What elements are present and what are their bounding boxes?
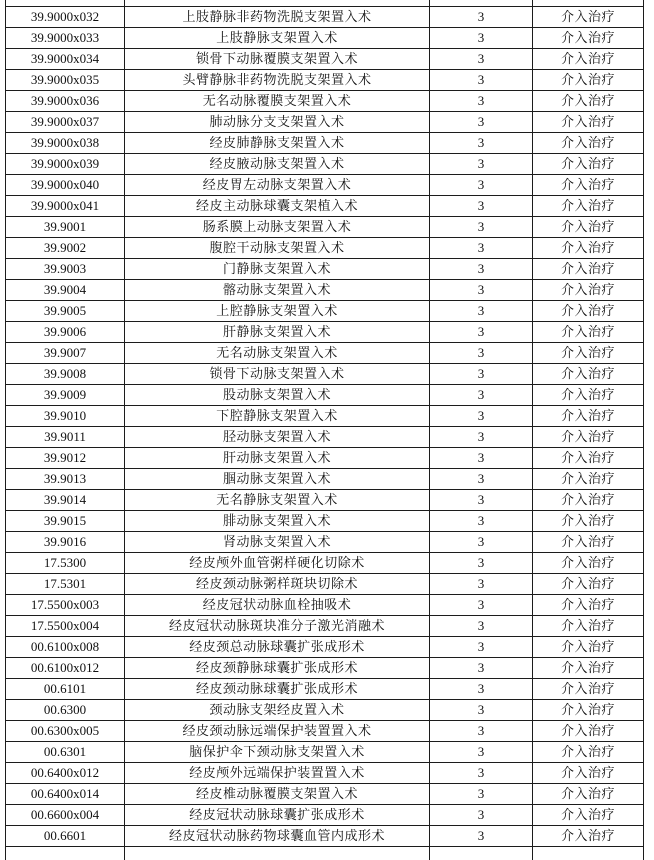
cell-name: 腹腔干动脉支架置入术 [125, 238, 430, 259]
table-row [6, 322, 644, 343]
table-row [6, 133, 644, 154]
cell-name: 上腔静脉支架置入术 [125, 301, 430, 322]
table-row [6, 574, 644, 595]
cell-category: 介入治疗 [533, 238, 644, 259]
table-row [6, 658, 644, 679]
cell-name: 经皮颈动脉粥样斑块切除术 [125, 574, 430, 595]
cell-code: 39.9000x041 [6, 196, 125, 217]
table-row [6, 28, 644, 49]
table-row [6, 700, 644, 721]
cell-code: 00.6100x012 [6, 658, 125, 679]
cell-level: 3 [430, 700, 533, 721]
cell-name: 经皮颈动脉球囊扩张成形术 [125, 679, 430, 700]
table-row [6, 448, 644, 469]
cell-code: 39.9001 [6, 217, 125, 238]
cell-name: 肝静脉支架置入术 [125, 322, 430, 343]
procedure-table-body [6, 0, 644, 860]
cell-level: 3 [430, 490, 533, 511]
cell-name: 经皮颈动脉远端保护装置置入术 [125, 721, 430, 742]
table-row [6, 7, 644, 28]
cell-name: 肺动脉分支支架置入术 [125, 112, 430, 133]
cell-level: 3 [430, 721, 533, 742]
cell-category: 介入治疗 [533, 217, 644, 238]
cell-name: 髂动脉支架置入术 [125, 280, 430, 301]
cell-code: 00.6300x005 [6, 721, 125, 742]
cell-level: 3 [430, 595, 533, 616]
cell-category: 介入治疗 [533, 742, 644, 763]
table-row [6, 280, 644, 301]
cutoff-cell [533, 847, 644, 860]
cell-code: 39.9013 [6, 469, 125, 490]
cell-level: 3 [430, 553, 533, 574]
cell-code: 00.6101 [6, 679, 125, 700]
table-row [6, 49, 644, 70]
cell-code: 39.9000x032 [6, 7, 125, 28]
cell-code: 00.6300 [6, 700, 125, 721]
cell-level: 3 [430, 385, 533, 406]
cell-category: 介入治疗 [533, 826, 644, 847]
cell-level: 3 [430, 532, 533, 553]
cell-category: 介入治疗 [533, 637, 644, 658]
cell-level: 3 [430, 406, 533, 427]
cell-category: 介入治疗 [533, 343, 644, 364]
cell-code: 39.9015 [6, 511, 125, 532]
table-row [6, 175, 644, 196]
table-row [6, 826, 644, 847]
cell-category: 介入治疗 [533, 784, 644, 805]
cell-level: 3 [430, 49, 533, 70]
cell-name: 腘动脉支架置入术 [125, 469, 430, 490]
cell-level: 3 [430, 427, 533, 448]
cell-code: 00.6100x008 [6, 637, 125, 658]
cell-category: 介入治疗 [533, 595, 644, 616]
cell-level: 3 [430, 196, 533, 217]
cell-level: 3 [430, 154, 533, 175]
cell-category: 介入治疗 [533, 364, 644, 385]
cell-name: 胫动脉支架置入术 [125, 427, 430, 448]
cell-level: 3 [430, 742, 533, 763]
table-row [6, 364, 644, 385]
cell-category: 介入治疗 [533, 49, 644, 70]
cell-category: 介入治疗 [533, 154, 644, 175]
cell-category: 介入治疗 [533, 721, 644, 742]
cell-name: 经皮胃左动脉支架置入术 [125, 175, 430, 196]
cell-code: 17.5301 [6, 574, 125, 595]
cutoff-row-bottom [6, 847, 644, 860]
table-row [6, 763, 644, 784]
cutoff-cell [430, 847, 533, 860]
cell-category: 介入治疗 [533, 112, 644, 133]
cell-code: 17.5300 [6, 553, 125, 574]
cell-level: 3 [430, 826, 533, 847]
cell-code: 39.9000x036 [6, 91, 125, 112]
cell-category: 介入治疗 [533, 511, 644, 532]
cell-category: 介入治疗 [533, 553, 644, 574]
cell-category: 介入治疗 [533, 7, 644, 28]
table-row [6, 595, 644, 616]
cell-category: 介入治疗 [533, 322, 644, 343]
table-row [6, 721, 644, 742]
table-row [6, 784, 644, 805]
table-row [6, 637, 644, 658]
cell-category: 介入治疗 [533, 28, 644, 49]
cell-code: 00.6601 [6, 826, 125, 847]
cell-name: 下腔静脉支架置入术 [125, 406, 430, 427]
cell-code: 17.5500x004 [6, 616, 125, 637]
cell-category: 介入治疗 [533, 406, 644, 427]
cell-code: 39.9008 [6, 364, 125, 385]
cell-code: 39.9002 [6, 238, 125, 259]
cell-name: 脑保护伞下颈动脉支架置入术 [125, 742, 430, 763]
procedure-table [5, 0, 644, 860]
cell-level: 3 [430, 763, 533, 784]
table-row [6, 385, 644, 406]
cell-category: 介入治疗 [533, 805, 644, 826]
cell-category: 介入治疗 [533, 385, 644, 406]
cell-category: 介入治疗 [533, 133, 644, 154]
cell-level: 3 [430, 217, 533, 238]
cell-category: 介入治疗 [533, 679, 644, 700]
cell-name: 经皮颈静脉球囊扩张成形术 [125, 658, 430, 679]
cell-level: 3 [430, 343, 533, 364]
cell-category: 介入治疗 [533, 175, 644, 196]
cell-category: 介入治疗 [533, 427, 644, 448]
cell-level: 3 [430, 28, 533, 49]
cell-code: 00.6600x004 [6, 805, 125, 826]
table-row [6, 742, 644, 763]
cell-category: 介入治疗 [533, 469, 644, 490]
cell-name: 门静脉支架置入术 [125, 259, 430, 280]
table-row [6, 679, 644, 700]
cell-name: 头臂静脉非药物洗脱支架置入术 [125, 70, 430, 91]
table-row [6, 490, 644, 511]
cell-name: 无名动脉支架置入术 [125, 343, 430, 364]
cell-category: 介入治疗 [533, 91, 644, 112]
cell-name: 经皮冠状动脉球囊扩张成形术 [125, 805, 430, 826]
cell-name: 无名静脉支架置入术 [125, 490, 430, 511]
cell-code: 39.9012 [6, 448, 125, 469]
table-row [6, 196, 644, 217]
cell-code: 39.9004 [6, 280, 125, 301]
cell-name: 上肢静脉支架置入术 [125, 28, 430, 49]
cell-level: 3 [430, 133, 533, 154]
cell-level: 3 [430, 616, 533, 637]
cell-name: 经皮冠状动脉斑块准分子激光消融术 [125, 616, 430, 637]
table-row [6, 238, 644, 259]
cell-category: 介入治疗 [533, 301, 644, 322]
table-row [6, 427, 644, 448]
cell-code: 39.9000x033 [6, 28, 125, 49]
cell-level: 3 [430, 784, 533, 805]
cell-name: 肠系膜上动脉支架置入术 [125, 217, 430, 238]
cell-name: 经皮腋动脉支架置入术 [125, 154, 430, 175]
cell-code: 39.9005 [6, 301, 125, 322]
cell-name: 腓动脉支架置入术 [125, 511, 430, 532]
table-row [6, 259, 644, 280]
cell-category: 介入治疗 [533, 574, 644, 595]
cell-level: 3 [430, 91, 533, 112]
cell-level: 3 [430, 364, 533, 385]
cell-name: 经皮冠状动脉血栓抽吸术 [125, 595, 430, 616]
cell-code: 17.5500x003 [6, 595, 125, 616]
cell-category: 介入治疗 [533, 532, 644, 553]
cell-level: 3 [430, 7, 533, 28]
cell-name: 经皮颅外远端保护装置置入术 [125, 763, 430, 784]
cell-code: 39.9003 [6, 259, 125, 280]
cell-code: 39.9009 [6, 385, 125, 406]
cell-name: 上肢静脉非药物洗脱支架置入术 [125, 7, 430, 28]
cell-category: 介入治疗 [533, 280, 644, 301]
cell-name: 经皮肺静脉支架置入术 [125, 133, 430, 154]
cell-code: 39.9000x040 [6, 175, 125, 196]
cell-code: 39.9010 [6, 406, 125, 427]
table-row [6, 511, 644, 532]
cell-code: 39.9000x038 [6, 133, 125, 154]
cell-category: 介入治疗 [533, 448, 644, 469]
cell-category: 介入治疗 [533, 196, 644, 217]
table-row [6, 805, 644, 826]
cell-code: 39.9000x039 [6, 154, 125, 175]
table-row [6, 217, 644, 238]
cell-code: 39.9011 [6, 427, 125, 448]
cell-category: 介入治疗 [533, 700, 644, 721]
cell-level: 3 [430, 805, 533, 826]
cell-name: 锁骨下动脉支架置入术 [125, 364, 430, 385]
table-row [6, 154, 644, 175]
cell-name: 经皮冠状动脉药物球囊血管内成形术 [125, 826, 430, 847]
cell-name: 肝动脉支架置入术 [125, 448, 430, 469]
table-row [6, 91, 644, 112]
cell-name: 经皮椎动脉覆膜支架置入术 [125, 784, 430, 805]
cell-name: 经皮主动脉球囊支架植入术 [125, 196, 430, 217]
cell-name: 颈动脉支架经皮置入术 [125, 700, 430, 721]
cell-level: 3 [430, 637, 533, 658]
cutoff-cell [125, 847, 430, 860]
cell-level: 3 [430, 175, 533, 196]
cell-code: 39.9014 [6, 490, 125, 511]
cell-level: 3 [430, 70, 533, 91]
table-row [6, 616, 644, 637]
cell-level: 3 [430, 679, 533, 700]
cell-level: 3 [430, 238, 533, 259]
table-row [6, 406, 644, 427]
cell-name: 锁骨下动脉覆膜支架置入术 [125, 49, 430, 70]
cell-level: 3 [430, 448, 533, 469]
cell-category: 介入治疗 [533, 490, 644, 511]
table-row [6, 553, 644, 574]
cell-name: 无名动脉覆膜支架置入术 [125, 91, 430, 112]
table-row [6, 532, 644, 553]
cell-code: 00.6400x014 [6, 784, 125, 805]
cell-level: 3 [430, 511, 533, 532]
cell-level: 3 [430, 469, 533, 490]
table-row [6, 343, 644, 364]
table-row [6, 301, 644, 322]
cell-code: 39.9000x035 [6, 70, 125, 91]
cell-name: 股动脉支架置入术 [125, 385, 430, 406]
cell-code: 39.9006 [6, 322, 125, 343]
cell-level: 3 [430, 658, 533, 679]
table-row [6, 112, 644, 133]
cell-name: 经皮颈总动脉球囊扩张成形术 [125, 637, 430, 658]
cell-level: 3 [430, 574, 533, 595]
cell-code: 00.6400x012 [6, 763, 125, 784]
cell-code: 00.6301 [6, 742, 125, 763]
table-row [6, 469, 644, 490]
cell-category: 介入治疗 [533, 658, 644, 679]
cell-name: 肾动脉支架置入术 [125, 532, 430, 553]
cell-name: 经皮颅外血管粥样硬化切除术 [125, 553, 430, 574]
table-row [6, 70, 644, 91]
cell-code: 39.9000x037 [6, 112, 125, 133]
cell-code: 39.9007 [6, 343, 125, 364]
cutoff-cell [6, 847, 125, 860]
cell-category: 介入治疗 [533, 616, 644, 637]
cell-code: 39.9016 [6, 532, 125, 553]
cell-level: 3 [430, 301, 533, 322]
cell-level: 3 [430, 322, 533, 343]
cell-level: 3 [430, 259, 533, 280]
cell-level: 3 [430, 280, 533, 301]
cell-code: 39.9000x034 [6, 49, 125, 70]
cell-category: 介入治疗 [533, 763, 644, 784]
cell-category: 介入治疗 [533, 70, 644, 91]
cell-category: 介入治疗 [533, 259, 644, 280]
cell-level: 3 [430, 112, 533, 133]
